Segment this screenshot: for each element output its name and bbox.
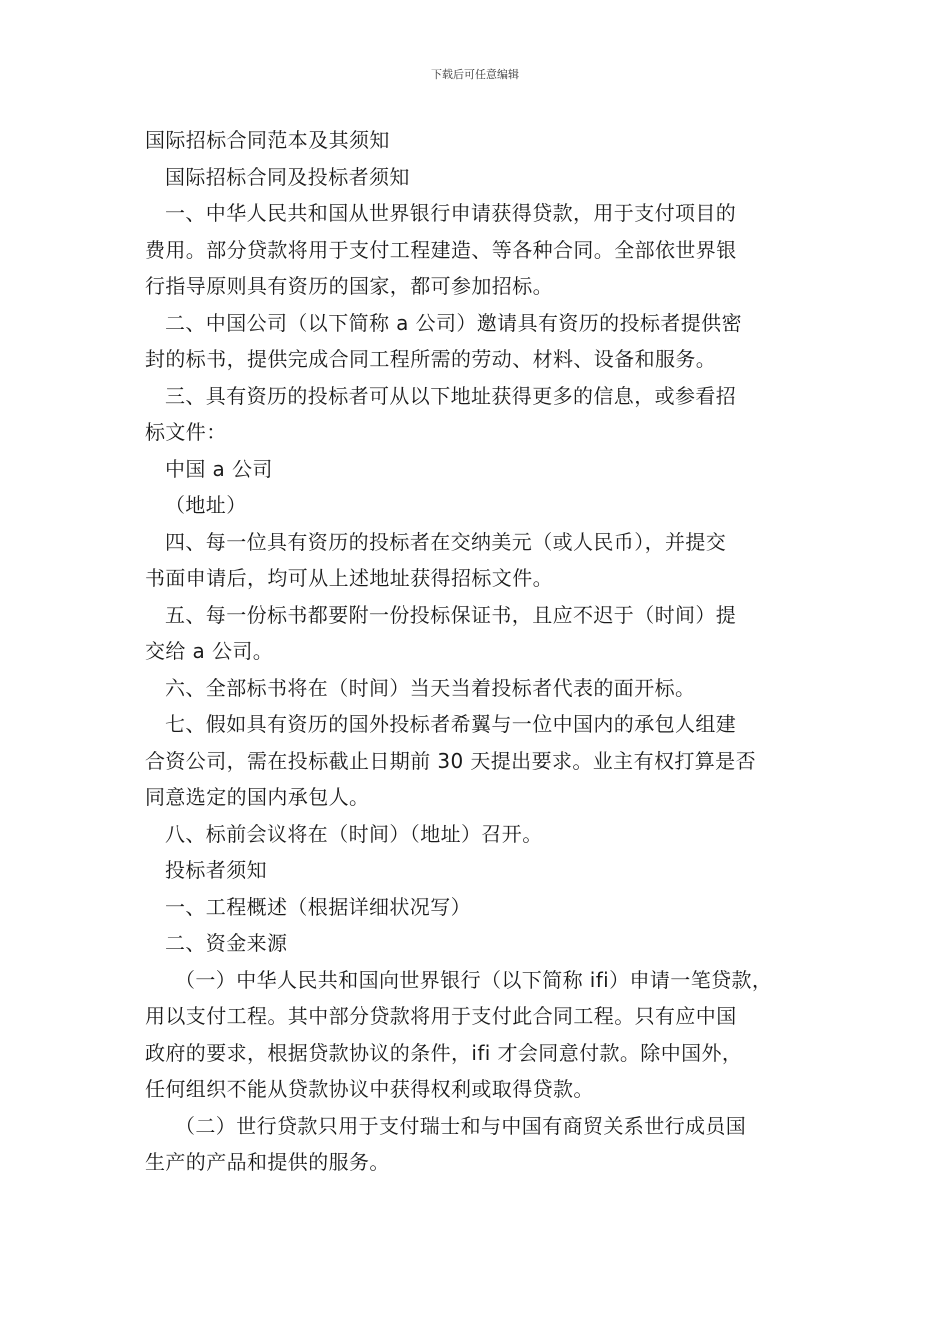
paragraph-line: （一）中华人民共和国向世界银行（以下简称 ifi）申请一笔贷款， — [175, 967, 773, 992]
paragraph-line: 书面申请后，均可从上述地址获得招标文件。 — [145, 566, 553, 590]
paragraph-line: 标文件： — [145, 420, 227, 444]
paragraph-line: 四、每一位具有资历的投标者在交纳美元（或人民币），并提交 — [165, 529, 727, 554]
paragraph-line: 同意选定的国内承包人。 — [145, 785, 370, 809]
paragraph-line: 中国 a 公司 — [165, 456, 273, 481]
paragraph-line: （地址） — [165, 493, 247, 517]
paragraph-line: 八、标前会议将在（时间）（地址）召开。 — [165, 821, 543, 846]
paragraph-line: 生产的产品和提供的服务。 — [145, 1150, 390, 1174]
paragraph-line: 五、每一份标书都要附一份投标保证书，且应不迟于（时间）提 — [165, 602, 737, 627]
paragraph-line: 合资公司，需在投标截止日期前 30 天提出要求。业主有权打算是否 — [145, 748, 756, 773]
paragraph-line: 行指导原则具有资历的国家，都可参加招标。 — [145, 274, 553, 298]
paragraph-line: （二）世行贷款只用于支付瑞士和与中国有商贸关系世行成员国 — [175, 1113, 747, 1138]
paragraph-line: 封的标书，提供完成合同工程所需的劳动、材料、设备和服务。 — [145, 347, 717, 371]
paragraph-line: 费用。部分贷款将用于支付工程建造、等各种合同。全部依世界银 — [145, 237, 737, 262]
document-title: 国际招标合同范本及其须知 — [145, 128, 390, 152]
paragraph-line: 七、假如具有资历的国外投标者希翼与一位中国内的承包人组建 — [165, 712, 737, 736]
paragraph-line: 二、中国公司（以下简称 a 公司）邀请具有资历的投标者提供密 — [165, 310, 742, 335]
paragraph-line: 政府的要求，根据贷款协议的条件，ifi 才会同意付款。除中国外， — [145, 1040, 743, 1065]
paragraph-line: 六、全部标书将在（时间）当天当着投标者代表的面开标。 — [165, 675, 696, 700]
paragraph-line: 一、工程概述（根据详细状况写） — [165, 894, 471, 919]
paragraph-line: 用以支付工程。其中部分贷款将用于支付此合同工程。只有应中国 — [145, 1004, 737, 1028]
paragraph-line: 三、具有资历的投标者可从以下地址获得更多的信息，或参看招 — [165, 383, 737, 408]
paragraph-line: 交给 a 公司。 — [145, 639, 274, 663]
paragraph-line: 任何组织不能从贷款协议中获得权利或取得贷款。 — [145, 1077, 594, 1101]
paragraph-line: 一、中华人民共和国从世界银行申请获得贷款，用于支付项目的 — [165, 201, 737, 225]
page-header: 下载后可任意编辑 — [431, 68, 519, 81]
section-heading: 国际招标合同及投标者须知 — [165, 164, 410, 189]
document-body — [145, 122, 815, 1181]
section-heading: 投标者须知 — [165, 858, 267, 882]
paragraph-line: 二、资金来源 — [165, 931, 288, 955]
